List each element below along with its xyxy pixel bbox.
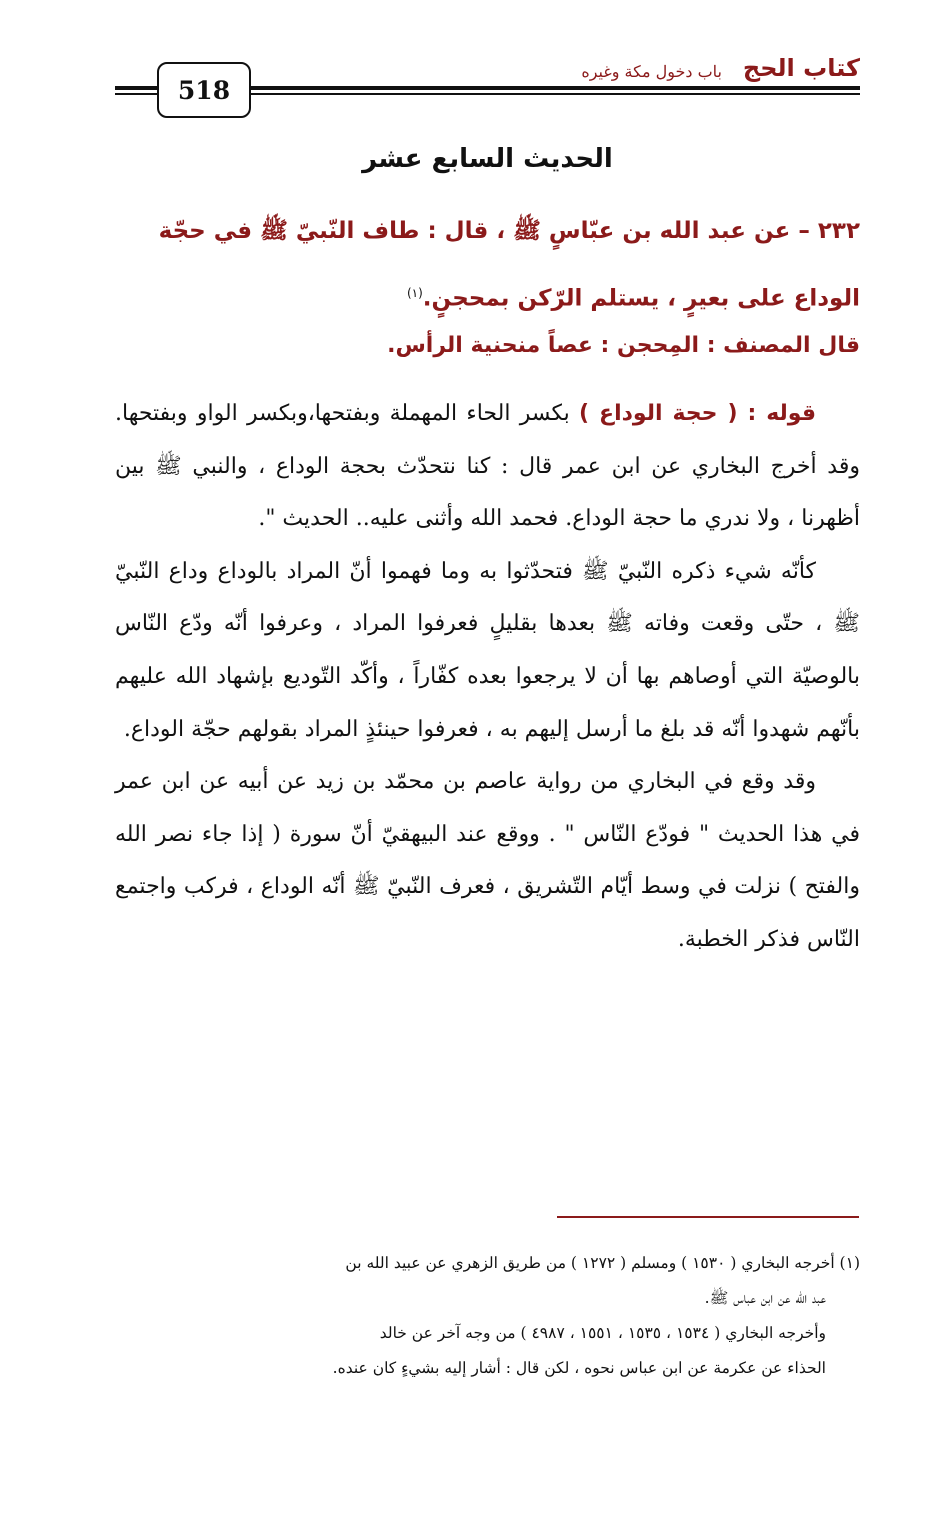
footnote-1-line-3: وأخرجه البخاري ( ١٥٣٤ ، ١٥٣٥ ، ١٥٥١ ، ٤٩٨٧ ) من وجه آخر عن خالد: [379, 1324, 826, 1342]
paragraph-1: [115, 388, 860, 546]
hadith-line-2-text: الوداع على بعيرٍ ، يستلم الرّكن بمحجنٍ.: [422, 285, 860, 312]
section-heading: الحديث السابع عشر: [362, 144, 613, 174]
footnote-1-line-1: (١) أخرجه البخاري ( ١٥٣٠ ) ومسلم ( ١٢٧٢ ) من طريق الزهري عن عبيد الله بن: [345, 1254, 860, 1272]
paragraph-2-text: كأنّه شيء ذكره النّبيّ ﷺ فتحدّثوا به وما فهموا أنّ المراد بالوداع وداع النّبيّ ﷺ ، حتّى وقعت وفاته ﷺ بعدها بقليلٍ فعرفوا المراد ، وعرفوا أنّه ودّع النّاس بالوصيّة التي أوصاهم بها أن لا يرجعوا بعده كفّاراً ، وأكّد التّوديع بإشهاد الله عليهم بأنّهم شهدوا أنّه قد بلغ ما أرسل إليهم به ، فعرفوا حينئذٍ المراد بقولهم حجّة الوداع.: [115, 558, 860, 742]
author-note: قال المصنف : المِحجن : عصاً منحنية الرأس.: [387, 333, 860, 358]
book-title: كتاب الحج: [737, 54, 860, 82]
page-number: 518: [157, 62, 251, 118]
paragraph-3: [115, 756, 860, 966]
paragraph-3-text: وقد وقع في البخاري من رواية عاصم بن محمّد بن زيد عن أبيه عن ابن عمر في هذا الحديث " فودّع النّاس " . ووقع عند البيهقيّ أنّ سورة ( إذا جاء نصر الله والفتح ) نزلت في وسط أيّام التّشريق ، فعرف النّبيّ ﷺ أنّه الوداع ، فركب واجتمع النّاس فذكر الخطبة.: [115, 769, 860, 952]
chapter-title: باب دخول مكة وغيره: [581, 62, 722, 81]
hadith-text: [115, 200, 860, 330]
hadith-line-1: ٢٣٢ – عن عبد الله بن عبّاسٍ ﷺ ، قال : طاف النّبيّ ﷺ في حجّة: [158, 218, 860, 244]
commentary-term: قوله : ( حجة الوداع ): [579, 401, 816, 426]
footnote-1-line-2: عبد الله عن ابن عباس ﷺ.: [704, 1289, 826, 1307]
footnote-reference[interactable]: (١): [406, 286, 423, 300]
footnotes: [112, 1246, 860, 1386]
hadith-line-2: [115, 262, 860, 330]
paragraph-1-text: بكسر الحاء المهملة وبفتحها،وبكسر الواو وبفتحها. وقد أخرج البخاري عن ابن عمر قال : كنا نتحدّث بحجة الوداع ، والنبي ﷺ بين أظهرنا ، ولا ندري ما حجة الوداع. فحمد الله وأثنى عليه.. الحديث ".: [115, 401, 860, 532]
footnote-1-line-4: الحذاء عن عكرمة عن ابن عباس نحوه ، لكن قال : أشار إليه بشيءٍ كان عنده.: [332, 1359, 826, 1377]
paragraph-2: [115, 546, 860, 756]
page-header: [115, 52, 860, 116]
commentary-body: [115, 388, 860, 967]
footnote-separator: [557, 1216, 859, 1218]
